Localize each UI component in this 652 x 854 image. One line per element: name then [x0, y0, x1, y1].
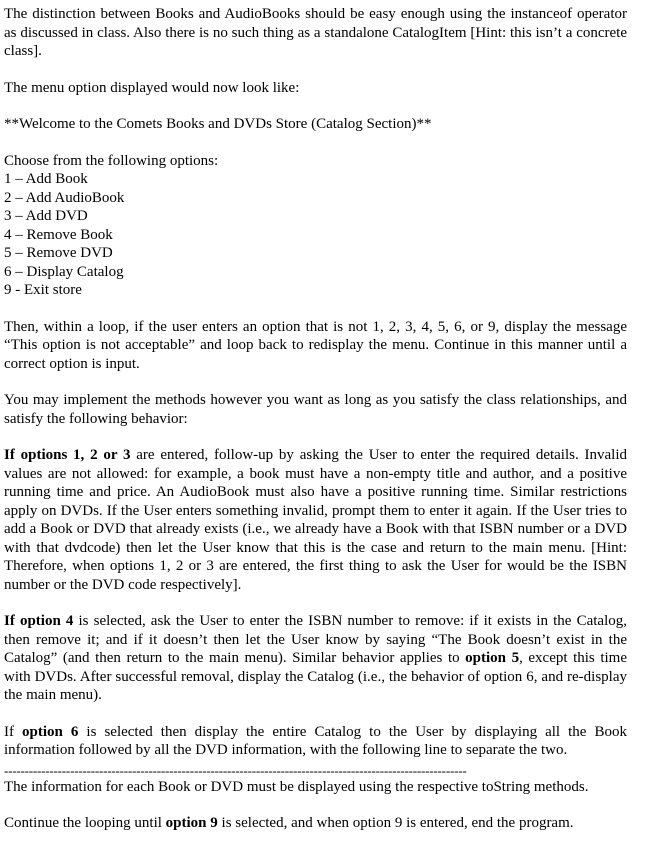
option-6-text: is selected then display the entire Catalog to the User by displaying all the Book information followed by all the DVD information, with the following line to separate the two. — [4, 723, 627, 758]
menu-item: 9 - Exit store — [4, 282, 82, 298]
spacer — [4, 373, 627, 391]
options-1-2-3-text: are entered, follow-up by asking the User to enter the required details. Invalid values are not allowed: for example, a book must have a non-empty title and author, and a positive running time and price. An AudioBook must also have a positive running time. Similar restrictions apply on DVDs. If the User enters something invalid, prompt them to enter it again. If the User tries to add a Book or DVD that already exists (i.e., we already have a Book with that ISBN number or a DVD with that dvdcode) then let the User know that this is the case and return to the main menu. [Hint: Therefore, when options 1, 2 or 3 are entered, the first thing to ask the User for would be the ISBN number or the DVD code respectively]. — [4, 447, 627, 593]
spacer — [4, 61, 627, 79]
spacer — [4, 428, 627, 446]
tostring-paragraph: The information for each Book or DVD must be displayed using the respective toString methods. — [4, 778, 589, 795]
document-body — [4, 5, 627, 833]
option-6-label: option 6 — [22, 723, 79, 740]
menu-item: 4 – Remove Book — [4, 226, 113, 243]
intro-paragraph: The distinction between Books and AudioBooks should be easy enough using the instanceof operator as discussed in class. Also there is no such thing as a standalone CatalogItem [Hint: this isn’t a concrete class]. — [4, 6, 627, 59]
spacer — [4, 134, 627, 152]
menu-item: 5 – Remove DVD — [4, 245, 113, 261]
option-4-label: If option 4 — [4, 613, 74, 629]
option-4-text: is selected, ask the User to enter the ISBN number to remove: if it exists in the Catalog, then remove it; and if it doesn’t then let the User know by saying “The Book doesn’t exist in the Catalog” (and then return to the main menu). Similar behavior applies to — [4, 613, 627, 666]
option-5-text: , except this time with DVDs. After successful removal, display the Catalog (i.e., the behavior of option 6, and re-display the main menu). — [4, 650, 627, 703]
option-6-paragraph — [4, 723, 627, 760]
option-9-paragraph — [4, 814, 627, 833]
options-1-2-3-paragraph — [4, 446, 627, 594]
spacer — [4, 594, 627, 612]
option-5-label: option 5 — [465, 650, 520, 666]
welcome-line: **Welcome to the Comets Books and DVDs Store (Catalog Section)** — [4, 116, 432, 132]
implement-paragraph: You may implement the methods however you want as long as you satisfy the class relationships, and satisfy the following behavior: — [4, 392, 627, 427]
spacer — [4, 97, 627, 115]
spacer — [4, 796, 627, 814]
menu-item: 1 – Add Book — [4, 171, 88, 187]
spacer — [4, 705, 627, 723]
menu-item: 6 – Display Catalog — [4, 263, 124, 280]
option-9-lead: Continue the looping until — [4, 815, 166, 831]
spacer — [4, 300, 627, 318]
option-6-lead: If — [4, 723, 23, 740]
menu-block — [4, 152, 627, 300]
separator-line: ---------------------------------------------------------------------------------------------------------------- — [4, 763, 467, 778]
menu-intro-paragraph: The menu option displayed would now look like: — [4, 79, 300, 96]
menu-item: 2 – Add AudioBook — [4, 189, 125, 206]
loop-paragraph: Then, within a loop, if the user enters an option that is not 1, 2, 3, 4, 5, 6, or 9, display the message “This option is not acceptable” and loop back to redisplay the menu. Continue in this manner until a correct option is input. — [4, 318, 627, 372]
menu-item: 3 – Add DVD — [4, 208, 88, 224]
options-1-2-3-label: If options 1, 2 or 3 — [4, 447, 131, 463]
option-9-label: option 9 — [165, 815, 218, 831]
option-4-paragraph — [4, 612, 627, 705]
option-9-text: is selected, and when option 9 is entered, end the program. — [217, 815, 574, 831]
choose-line: Choose from the following options: — [4, 152, 219, 169]
